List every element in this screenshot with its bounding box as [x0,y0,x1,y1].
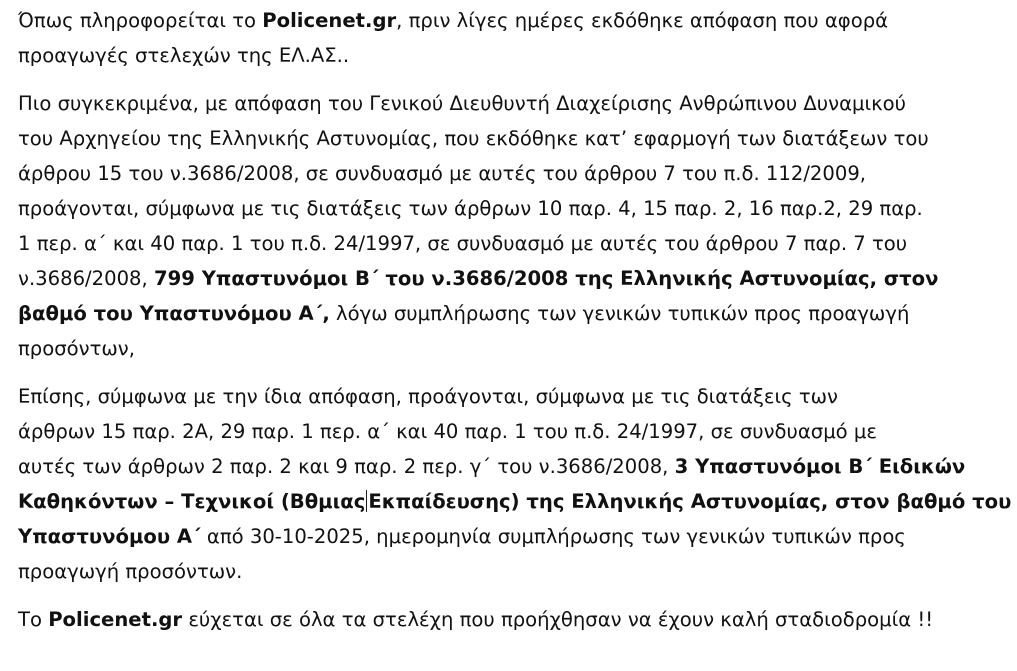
text-line [18,414,1013,449]
text-line [18,261,1013,296]
text-line [18,38,1013,73]
paragraph [18,602,1013,637]
text-run: άρθρου 15 του ν.3686/2008, σε συνδυασμό με αυτές του άρθρου 7 του π.δ. 112/2009, [18,162,867,185]
paragraph [18,379,1013,589]
text-run: , πριν λίγες ημέρες εκδόθηκε απόφαση που αφορά [396,9,889,32]
paragraph [18,86,1013,366]
text-run: λόγω συμπλήρωσης των γενικών τυπικών προς προαγωγή [329,302,910,325]
text-run: του Αρχηγείου της Ελληνικής Αστυνομίας, που εκδόθηκε κατ’ εφαρμογή των διατάξεων του [18,127,929,150]
text-line [18,86,1013,121]
text-line [18,3,1013,38]
text-run: προαγωγές στελεχών της ΕΛ.ΑΣ.. [18,44,350,67]
text-line [18,191,1013,226]
bold-text-run: Υπαστυνόμου Α΄ [18,525,201,548]
text-line [18,121,1013,156]
text-line [18,449,1013,484]
paragraph-gap [18,589,1013,602]
text-run: Το [18,608,49,631]
bold-text-run: 799 Υπαστυνόμοι Β΄ του ν.3686/2008 της Ελληνικής Αστυνομίας, στον [153,267,939,290]
text-run: προαγωγή προσόντων. [18,560,243,583]
text-run: άρθρων 15 παρ. 2Α, 29 παρ. 1 περ. α΄ και 40 παρ. 1 του π.δ. 24/1997, σε συνδυασμό με [18,420,877,443]
text-line [18,331,1013,366]
text-run: προάγονται, σύμφωνα με τις διατάξεις των άρθρων 10 παρ. 4, 15 παρ. 2, 16 παρ.2, 29 παρ. [18,197,923,220]
text-line [18,156,1013,191]
text-run: Πιο συγκεκριμένα, με απόφαση του Γενικού Διευθυντή Διαχείρισης Ανθρώπινου Δυναμικού [18,92,906,115]
paragraph-gap [18,366,1013,379]
text-line [18,379,1013,414]
text-line [18,226,1013,261]
bold-text-run: Εκπαίδευσης) της Ελληνικής Αστυνομίας, στον βαθμό του [368,490,1012,513]
paragraph-gap [18,73,1013,86]
text-run: από 30-10-2025, ημερομηνία συμπλήρωσης των γενικών τυπικών προς [200,525,906,548]
text-line [18,554,1013,589]
text-run: προσόντων, [18,337,135,360]
bold-text-run: Policenet.gr [262,9,397,32]
text-run: εύχεται σε όλα τα στελέχη που προήχθησαν να έχουν καλή σταδιοδρομία !! [182,608,934,631]
text-line [18,519,1013,554]
bold-text-run: 3 Υπαστυνόμοι Β΄ Ειδικών [674,455,966,478]
bold-text-run: Policenet.gr [48,608,183,631]
bold-text-run: Καθηκόντων – Τεχνικοί (Βθμιας [18,490,366,513]
document-body[interactable] [18,3,1013,637]
paragraph [18,3,1013,73]
text-line [18,602,1013,637]
text-line [18,296,1013,331]
text-run: αυτές των άρθρων 2 παρ. 2 και 9 παρ. 2 περ. γ΄ του ν.3686/2008, [18,455,675,478]
bold-text-run: βαθμό του Υπαστυνόμου Α΄, [18,302,330,325]
text-run: Επίσης, σύμφωνα με την ίδια απόφαση, προάγονται, σύμφωνα με τις διατάξεις των [18,385,838,408]
text-run: ν.3686/2008, [18,267,154,290]
text-run: Όπως πληροφορείται το [18,9,263,32]
text-line [18,484,1013,519]
text-run: 1 περ. α΄ και 40 παρ. 1 του π.δ. 24/1997, σε συνδυασμό με αυτές του άρθρου 7 παρ. 7 του [18,232,908,255]
